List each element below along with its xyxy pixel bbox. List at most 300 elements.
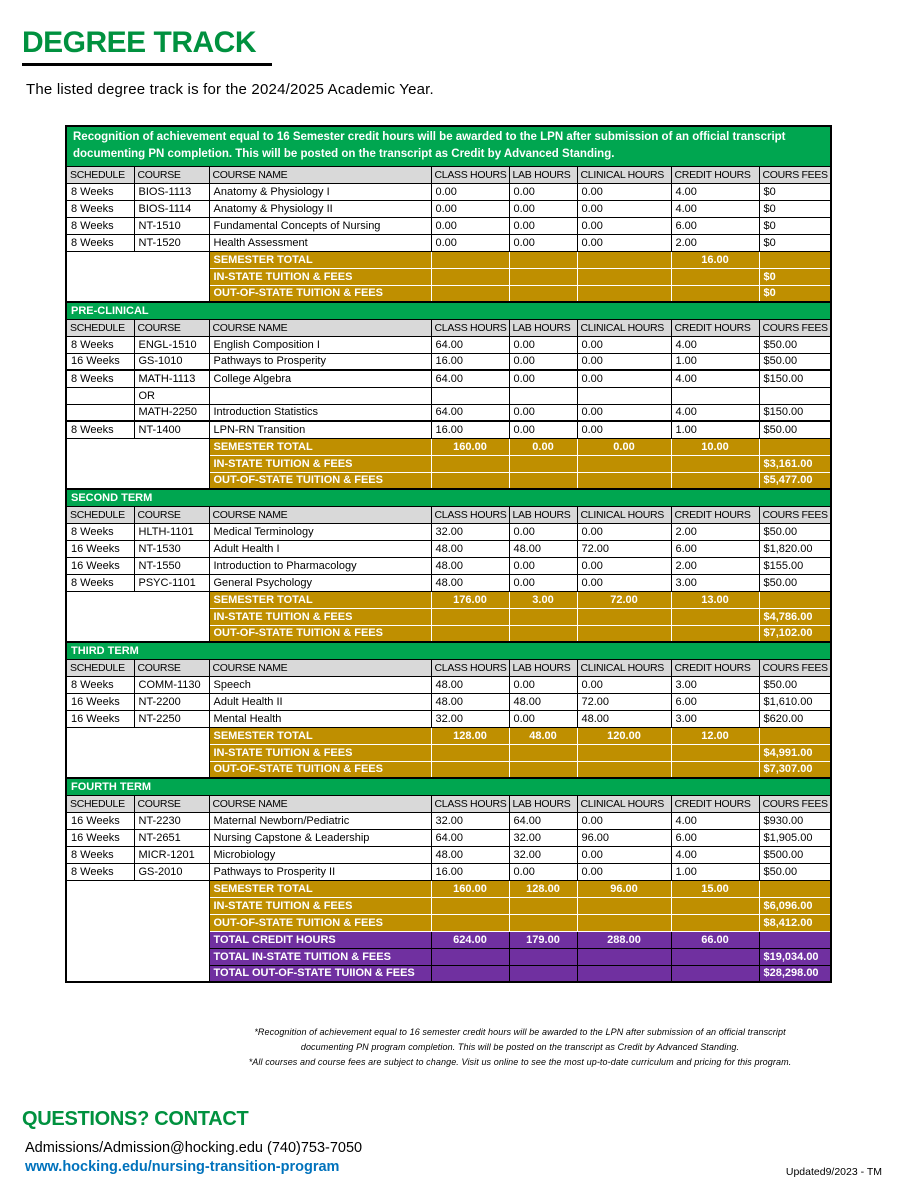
total-value-2 [577, 914, 671, 931]
total-value-0 [431, 761, 509, 778]
total-value-3 [671, 625, 759, 642]
total-value-3 [671, 608, 759, 625]
cell-0: 16 Weeks [66, 557, 134, 574]
table-row [66, 387, 831, 404]
page-title: DEGREE TRACK [22, 26, 257, 59]
total-fees: $28,298.00 [759, 965, 831, 982]
cell-4: 32.00 [509, 846, 577, 863]
total-value-0 [431, 948, 509, 965]
total-fees: $7,307.00 [759, 761, 831, 778]
cell-7: $0 [759, 217, 831, 234]
totals-spacer [66, 727, 209, 778]
cell-7: $1,905.00 [759, 829, 831, 846]
column-header-4: LAB HOURS [509, 506, 577, 523]
cell-2: Maternal Newborn/Pediatric [209, 812, 431, 829]
cell-4 [509, 387, 577, 404]
total-value-0 [431, 965, 509, 982]
cell-6: 1.00 [671, 353, 759, 370]
cell-7: $930.00 [759, 812, 831, 829]
total-value-0: 160.00 [431, 880, 509, 897]
cell-2: College Algebra [209, 370, 431, 387]
table-row [66, 217, 831, 234]
cell-6: 2.00 [671, 557, 759, 574]
cell-0: 8 Weeks [66, 370, 134, 387]
column-header-3: CLASS HOURS [431, 506, 509, 523]
section-header-row-fourth-term [66, 778, 831, 795]
cell-2: Microbiology [209, 846, 431, 863]
cell-6: 6.00 [671, 217, 759, 234]
total-value-3 [671, 965, 759, 982]
cell-4: 0.00 [509, 217, 577, 234]
total-value-3: 16.00 [671, 251, 759, 268]
cell-0 [66, 404, 134, 421]
total-value-3: 12.00 [671, 727, 759, 744]
column-header-4: LAB HOURS [509, 319, 577, 336]
cell-5: 0.00 [577, 217, 671, 234]
total-label: IN-STATE TUITION & FEES [209, 897, 431, 914]
column-header-6: CREDIT HOURS [671, 506, 759, 523]
cell-0: 16 Weeks [66, 353, 134, 370]
cell-3: 64.00 [431, 404, 509, 421]
totals-spacer [66, 591, 209, 642]
section-title: THIRD TERM [66, 642, 831, 659]
section-header-row-second-term [66, 489, 831, 506]
degree-track-table-body [66, 126, 831, 982]
cell-1: MATH-2250 [134, 404, 209, 421]
total-value-0: 128.00 [431, 727, 509, 744]
cell-2: Speech [209, 676, 431, 693]
cell-1: NT-1520 [134, 234, 209, 251]
cell-6: 3.00 [671, 710, 759, 727]
footnote-line: *Recognition of achievement equal to 16 semester credit hours will be awarded to the LPN after submission of an official transcript [254, 1027, 786, 1037]
cell-1: NT-1400 [134, 421, 209, 438]
total-value-1 [509, 455, 577, 472]
cell-3: 48.00 [431, 540, 509, 557]
cell-4: 0.00 [509, 234, 577, 251]
column-header-2: COURSE NAME [209, 659, 431, 676]
cell-0: 8 Weeks [66, 421, 134, 438]
total-value-1: 179.00 [509, 931, 577, 948]
total-fees: $6,096.00 [759, 897, 831, 914]
total-value-1 [509, 625, 577, 642]
total-value-2 [577, 965, 671, 982]
total-label: SEMESTER TOTAL [209, 251, 431, 268]
total-value-0 [431, 285, 509, 302]
cell-0: 16 Weeks [66, 710, 134, 727]
cell-7: $50.00 [759, 353, 831, 370]
cell-0: 8 Weeks [66, 676, 134, 693]
cell-7: $500.00 [759, 846, 831, 863]
cell-5 [577, 387, 671, 404]
total-value-2 [577, 948, 671, 965]
cell-4: 0.00 [509, 557, 577, 574]
cell-1: HLTH-1101 [134, 523, 209, 540]
section-title: FOURTH TERM [66, 778, 831, 795]
cell-7: $50.00 [759, 523, 831, 540]
cell-2: English Composition I [209, 336, 431, 353]
column-header-5: CLINICAL HOURS [577, 319, 671, 336]
total-value-0 [431, 268, 509, 285]
cell-6 [671, 387, 759, 404]
cell-3: 16.00 [431, 863, 509, 880]
column-header-4: LAB HOURS [509, 166, 577, 183]
cell-5: 0.00 [577, 574, 671, 591]
cell-5: 0.00 [577, 183, 671, 200]
cell-3: 16.00 [431, 353, 509, 370]
cell-3: 32.00 [431, 523, 509, 540]
semester-total-row [66, 880, 831, 897]
column-header-3: CLASS HOURS [431, 795, 509, 812]
table-row [66, 676, 831, 693]
total-value-3: 15.00 [671, 880, 759, 897]
cell-2: Mental Health [209, 710, 431, 727]
cell-3: 0.00 [431, 217, 509, 234]
cell-7: $620.00 [759, 710, 831, 727]
total-value-2 [577, 625, 671, 642]
table-row [66, 523, 831, 540]
cell-4: 48.00 [509, 540, 577, 557]
cell-2: Nursing Capstone & Leadership [209, 829, 431, 846]
total-value-1: 128.00 [509, 880, 577, 897]
program-url-link[interactable]: www.hocking.edu/nursing-transition-program [25, 1158, 340, 1175]
total-label: SEMESTER TOTAL [209, 880, 431, 897]
total-value-1 [509, 608, 577, 625]
cell-6: 4.00 [671, 200, 759, 217]
cell-2: General Psychology [209, 574, 431, 591]
cell-6: 4.00 [671, 812, 759, 829]
total-value-2: 96.00 [577, 880, 671, 897]
column-header-3: CLASS HOURS [431, 319, 509, 336]
total-fees: $19,034.00 [759, 948, 831, 965]
cell-5: 72.00 [577, 540, 671, 557]
cell-7: $50.00 [759, 336, 831, 353]
table-row [66, 710, 831, 727]
cell-0: 16 Weeks [66, 829, 134, 846]
cell-0 [66, 387, 134, 404]
total-fees [759, 880, 831, 897]
column-header-7: COURS FEES [759, 319, 831, 336]
cell-5: 0.00 [577, 370, 671, 387]
total-label: OUT-OF-STATE TUITION & FEES [209, 914, 431, 931]
footnotes [195, 1025, 845, 1070]
column-header-4: LAB HOURS [509, 795, 577, 812]
cell-7 [759, 387, 831, 404]
total-value-3 [671, 268, 759, 285]
cell-4: 0.00 [509, 710, 577, 727]
total-label: OUT-OF-STATE TUITION & FEES [209, 472, 431, 489]
total-label: TOTAL IN-STATE TUITION & FEES [209, 948, 431, 965]
total-value-1: 0.00 [509, 438, 577, 455]
table-row [66, 336, 831, 353]
cell-0: 16 Weeks [66, 812, 134, 829]
total-value-2 [577, 285, 671, 302]
cell-3 [431, 387, 509, 404]
total-value-0: 176.00 [431, 591, 509, 608]
cell-5: 0.00 [577, 404, 671, 421]
total-value-2 [577, 761, 671, 778]
cell-1: NT-2230 [134, 812, 209, 829]
cell-7: $1,610.00 [759, 693, 831, 710]
cell-2: Introduction Statistics [209, 404, 431, 421]
semester-total-row [66, 251, 831, 268]
cell-7: $150.00 [759, 370, 831, 387]
cell-5: 48.00 [577, 710, 671, 727]
footnote-line: *All courses and course fees are subject to change. Visit us online to see the most up-to-date curriculum and pricing for this program. [248, 1056, 792, 1067]
table-row [66, 863, 831, 880]
cell-1: NT-2250 [134, 710, 209, 727]
total-value-1 [509, 268, 577, 285]
cell-1: MATH-1113 [134, 370, 209, 387]
column-header-0: SCHEDULE [66, 795, 134, 812]
cell-3: 48.00 [431, 846, 509, 863]
column-header-5: CLINICAL HOURS [577, 795, 671, 812]
cell-6: 2.00 [671, 523, 759, 540]
total-value-1 [509, 285, 577, 302]
total-label: OUT-OF-STATE TUITION & FEES [209, 761, 431, 778]
total-value-1 [509, 948, 577, 965]
cell-7: $155.00 [759, 557, 831, 574]
total-fees [759, 251, 831, 268]
section-header-row-pre-clinical [66, 302, 831, 319]
cell-0: 16 Weeks [66, 540, 134, 557]
cell-1: PSYC-1101 [134, 574, 209, 591]
column-header-1: COURSE [134, 319, 209, 336]
cell-3: 0.00 [431, 183, 509, 200]
cell-3: 64.00 [431, 829, 509, 846]
cell-4: 0.00 [509, 370, 577, 387]
cell-4: 0.00 [509, 336, 577, 353]
total-value-2 [577, 251, 671, 268]
column-header-6: CREDIT HOURS [671, 659, 759, 676]
column-header-2: COURSE NAME [209, 795, 431, 812]
total-value-3: 13.00 [671, 591, 759, 608]
cell-3: 48.00 [431, 574, 509, 591]
total-value-3 [671, 472, 759, 489]
cell-4: 0.00 [509, 863, 577, 880]
cell-0: 8 Weeks [66, 523, 134, 540]
total-value-3 [671, 744, 759, 761]
total-fees [759, 591, 831, 608]
cell-6: 3.00 [671, 676, 759, 693]
cell-5: 0.00 [577, 812, 671, 829]
column-header-0: SCHEDULE [66, 319, 134, 336]
cell-2: Health Assessment [209, 234, 431, 251]
column-header-7: COURS FEES [759, 506, 831, 523]
cell-6: 4.00 [671, 846, 759, 863]
total-fees: $0 [759, 268, 831, 285]
total-fees: $0 [759, 285, 831, 302]
cell-2: LPN-RN Transition [209, 421, 431, 438]
cell-2: Pathways to Prosperity [209, 353, 431, 370]
totals-spacer [66, 880, 209, 982]
column-header-1: COURSE [134, 506, 209, 523]
cell-7: $50.00 [759, 676, 831, 693]
cell-4: 0.00 [509, 421, 577, 438]
cell-2: Fundamental Concepts of Nursing [209, 217, 431, 234]
column-header-row [66, 506, 831, 523]
cell-5: 0.00 [577, 336, 671, 353]
table-row [66, 812, 831, 829]
total-value-0 [431, 625, 509, 642]
semester-total-row [66, 591, 831, 608]
cell-7: $50.00 [759, 421, 831, 438]
title-underline [22, 63, 272, 66]
total-value-0 [431, 608, 509, 625]
total-fees [759, 438, 831, 455]
contact-heading: QUESTIONS? CONTACT [22, 1107, 249, 1130]
cell-2: Introduction to Pharmacology [209, 557, 431, 574]
total-value-3 [671, 285, 759, 302]
cell-1: COMM-1130 [134, 676, 209, 693]
cell-4: 0.00 [509, 574, 577, 591]
cell-2: Medical Terminology [209, 523, 431, 540]
column-header-5: CLINICAL HOURS [577, 166, 671, 183]
cell-6: 3.00 [671, 574, 759, 591]
total-fees: $3,161.00 [759, 455, 831, 472]
column-header-6: CREDIT HOURS [671, 166, 759, 183]
cell-5: 0.00 [577, 353, 671, 370]
cell-1: NT-1550 [134, 557, 209, 574]
column-header-2: COURSE NAME [209, 319, 431, 336]
total-label: IN-STATE TUITION & FEES [209, 455, 431, 472]
total-value-0 [431, 251, 509, 268]
column-header-row [66, 795, 831, 812]
cell-3: 48.00 [431, 676, 509, 693]
cell-6: 1.00 [671, 421, 759, 438]
cell-7: $0 [759, 183, 831, 200]
column-header-0: SCHEDULE [66, 506, 134, 523]
total-value-1 [509, 897, 577, 914]
total-fees: $7,102.00 [759, 625, 831, 642]
total-value-0 [431, 472, 509, 489]
table-row [66, 557, 831, 574]
degree-track-table [65, 125, 832, 983]
column-header-6: CREDIT HOURS [671, 795, 759, 812]
cell-1: OR [134, 387, 209, 404]
total-value-1 [509, 472, 577, 489]
cell-1: BIOS-1113 [134, 183, 209, 200]
total-value-2: 288.00 [577, 931, 671, 948]
column-header-5: CLINICAL HOURS [577, 506, 671, 523]
banner-text: Recognition of achievement equal to 16 Semester credit hours will be awarded to the LPN after submission of an official transcript documenting PN completion. This will be posted on the transcript as Credit by Advanced Standing. [66, 126, 831, 166]
total-value-1 [509, 744, 577, 761]
cell-3: 0.00 [431, 234, 509, 251]
total-value-2 [577, 472, 671, 489]
table-row [66, 540, 831, 557]
subtitle: The listed degree track is for the 2024/2025 Academic Year. [26, 81, 434, 98]
cell-5: 0.00 [577, 421, 671, 438]
total-label: SEMESTER TOTAL [209, 727, 431, 744]
total-value-0 [431, 897, 509, 914]
total-value-0: 160.00 [431, 438, 509, 455]
cell-5: 0.00 [577, 200, 671, 217]
total-value-0 [431, 455, 509, 472]
column-header-row [66, 319, 831, 336]
total-value-1 [509, 914, 577, 931]
table-row [66, 693, 831, 710]
total-label: SEMESTER TOTAL [209, 438, 431, 455]
total-fees: $4,991.00 [759, 744, 831, 761]
cell-0: 8 Weeks [66, 336, 134, 353]
total-value-0: 624.00 [431, 931, 509, 948]
total-label: TOTAL CREDIT HOURS [209, 931, 431, 948]
table-row [66, 574, 831, 591]
cell-7: $150.00 [759, 404, 831, 421]
total-label: IN-STATE TUITION & FEES [209, 608, 431, 625]
cell-7: $1,820.00 [759, 540, 831, 557]
table-row [66, 829, 831, 846]
column-header-0: SCHEDULE [66, 166, 134, 183]
total-label: IN-STATE TUITION & FEES [209, 268, 431, 285]
cell-2: Anatomy & Physiology II [209, 200, 431, 217]
table-row [66, 421, 831, 438]
cell-7: $50.00 [759, 863, 831, 880]
cell-3: 48.00 [431, 557, 509, 574]
cell-1: GS-2010 [134, 863, 209, 880]
column-header-7: COURS FEES [759, 659, 831, 676]
column-header-5: CLINICAL HOURS [577, 659, 671, 676]
total-fees: $5,477.00 [759, 472, 831, 489]
column-header-7: COURS FEES [759, 166, 831, 183]
table-row [66, 234, 831, 251]
total-value-1: 3.00 [509, 591, 577, 608]
cell-5: 72.00 [577, 693, 671, 710]
cell-7: $0 [759, 200, 831, 217]
column-header-2: COURSE NAME [209, 506, 431, 523]
total-value-2 [577, 268, 671, 285]
cell-0: 8 Weeks [66, 846, 134, 863]
total-value-2: 0.00 [577, 438, 671, 455]
cell-7: $50.00 [759, 574, 831, 591]
cell-0: 8 Weeks [66, 234, 134, 251]
total-value-2: 120.00 [577, 727, 671, 744]
total-label: OUT-OF-STATE TUITION & FEES [209, 285, 431, 302]
column-header-1: COURSE [134, 659, 209, 676]
cell-0: 8 Weeks [66, 200, 134, 217]
total-value-2 [577, 744, 671, 761]
column-header-3: CLASS HOURS [431, 659, 509, 676]
total-label: OUT-OF-STATE TUITION & FEES [209, 625, 431, 642]
cell-6: 6.00 [671, 540, 759, 557]
cell-2: Pathways to Prosperity II [209, 863, 431, 880]
cell-6: 4.00 [671, 370, 759, 387]
cell-1: ENGL-1510 [134, 336, 209, 353]
contact-email-phone: Admissions/Admission@hocking.edu (740)753-7050 [25, 1139, 363, 1156]
total-value-3 [671, 897, 759, 914]
cell-4: 32.00 [509, 829, 577, 846]
table-row [66, 370, 831, 387]
cell-3: 0.00 [431, 200, 509, 217]
cell-1: BIOS-1114 [134, 200, 209, 217]
footnote-line: documenting PN program completion. This will be posted on the transcript as Credit by Advanced Standing. [300, 1041, 740, 1052]
cell-1: NT-1510 [134, 217, 209, 234]
table-row [66, 353, 831, 370]
cell-2 [209, 387, 431, 404]
column-header-row [66, 166, 831, 183]
total-value-3: 66.00 [671, 931, 759, 948]
cell-0: 8 Weeks [66, 183, 134, 200]
cell-1: NT-2200 [134, 693, 209, 710]
total-label: IN-STATE TUITION & FEES [209, 744, 431, 761]
cell-2: Adult Health II [209, 693, 431, 710]
cell-5: 0.00 [577, 863, 671, 880]
cell-4: 0.00 [509, 353, 577, 370]
cell-4: 0.00 [509, 404, 577, 421]
column-header-row [66, 659, 831, 676]
column-header-1: COURSE [134, 166, 209, 183]
cell-7: $0 [759, 234, 831, 251]
cell-1: MICR-1201 [134, 846, 209, 863]
